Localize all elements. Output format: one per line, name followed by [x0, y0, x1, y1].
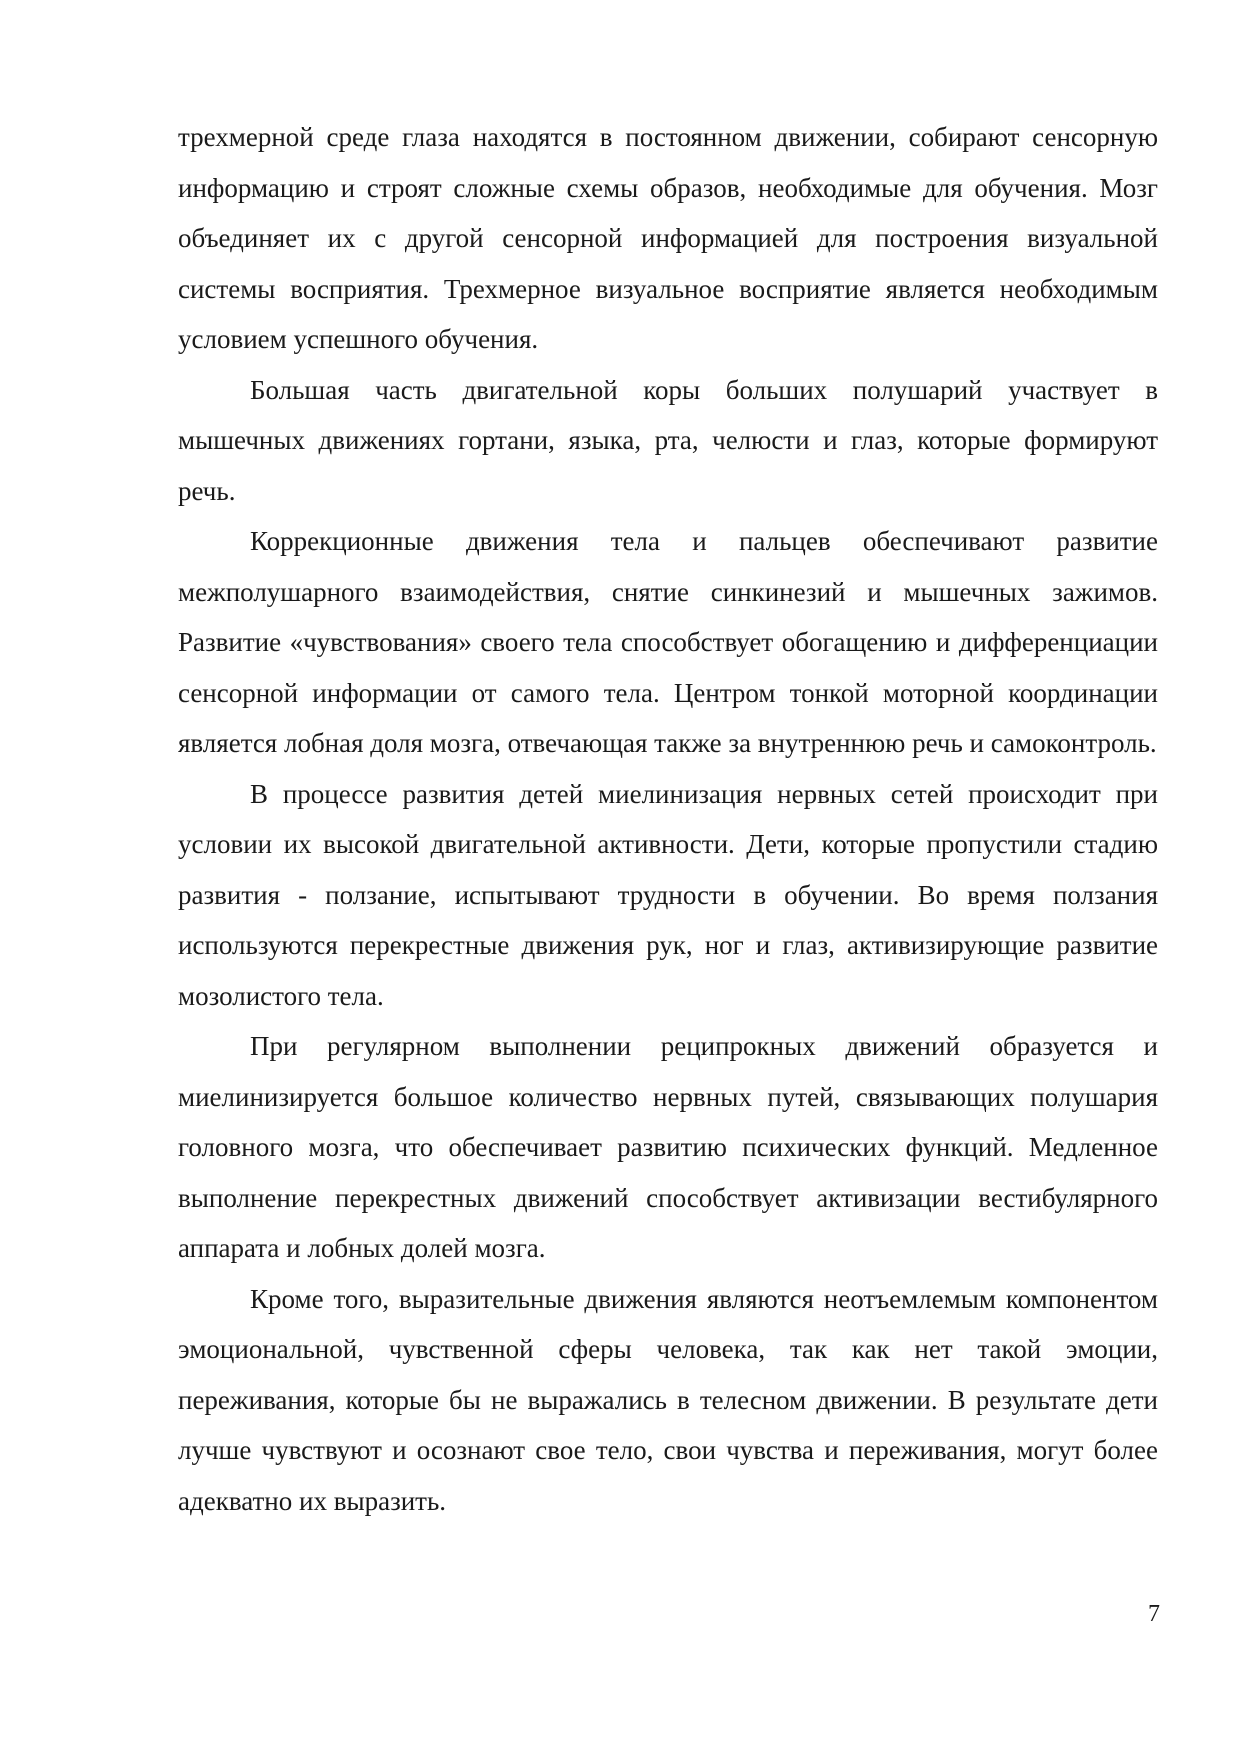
page-number: 7 — [1148, 1601, 1160, 1627]
paragraph-continuation: трехмерной среде глаза находятся в постоянном движении, собирают сенсорную информацию и строят сложные схемы образов, необходимые для обучения. Мозг объединяет их с другой сенсорной информацией для построения визуальной системы восприятия. Трехмерное визуальное восприятие является необходимым условием успешного обучения. — [178, 122, 1158, 354]
paragraph-expressive-movements: Кроме того, выразительные движения являются неотъемлемым компонентом эмоциональной, чувственной сферы человека, так как нет такой эмоции, переживания, которые бы не выражались в телесном движении. В результате дети лучше чувствуют и осознают свое тело, свои чувства и переживания, могут более адекватно их выразить. — [178, 1283, 1158, 1516]
paragraph-reciprocal-movements: При регулярном выполнении реципрокных движений образуется и миелинизируется большое количество нервных путей, связывающих полушария головного мозга, что обеспечивает развитию психических функций. Медленное выполнение перекрестных движений способствует активизации вестибулярного аппарата и лобных долей мозга. — [178, 1031, 1158, 1263]
paragraph-myelination: В процессе развития детей миелинизация нервных сетей происходит при условии их высокой двигательной активности. Дети, которые пропустили стадию развития - ползание, испытывают трудности в обучении. Во время ползания используются перекрестные движения рук, ног и глаз, активизирующие развитие мозолистого тела. — [178, 778, 1158, 1011]
paragraph-motor-cortex: Большая часть двигательной коры больших полушарий участвует в мышечных движениях гортани, языка, рта, челюсти и глаз, которые формируют речь. — [178, 374, 1158, 506]
body-text — [178, 112, 1158, 1526]
paragraph-correction-movements: Коррекционные движения тела и пальцев обеспечивают развитие межполушарного взаимодействия, снятие синкинезий и мышечных зажимов. Развитие «чувствования» своего тела способствует обогащению и дифференциации сенсорной информации от самого тела. Центром тонкой моторной координации является лобная доля мозга, отвечающая также за внутреннюю речь и самоконтроль. — [178, 526, 1158, 758]
